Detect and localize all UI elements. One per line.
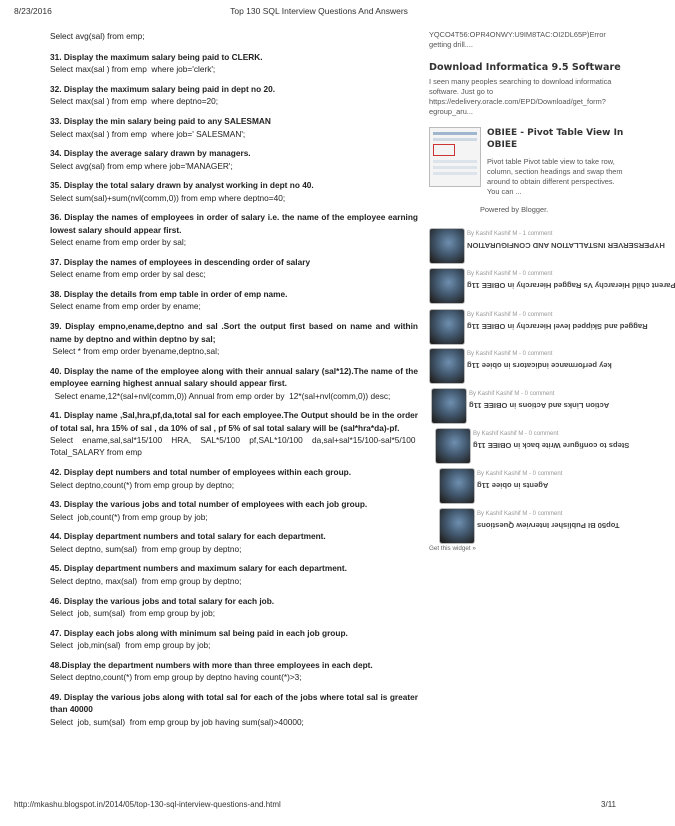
- related-post-title[interactable]: Action Links and Actions in OBIEE 11g: [469, 401, 610, 410]
- question-item: [50, 365, 418, 402]
- answer-query: Select avg(sal) from emp where job='MANAGER';: [50, 160, 233, 171]
- obiee-post-snippet: Pivot table Pivot table view to take row, column, section headings and swap them around to obtain different perspectives. You can ...: [487, 157, 623, 196]
- question-item: [50, 409, 418, 459]
- question-item: [50, 211, 418, 248]
- answer-query: Select ename from emp order by ename;: [50, 301, 201, 312]
- question-item: [50, 530, 418, 555]
- answer-query: Select ename from emp order by sal desc;: [50, 269, 206, 280]
- get-widget-link[interactable]: Get this widget »: [429, 545, 476, 552]
- related-post[interactable]: [429, 228, 665, 264]
- related-post-title[interactable]: Top50 BI Publisher Interview Questions: [477, 521, 620, 530]
- question-item: [50, 179, 418, 204]
- article-body: [50, 30, 418, 735]
- question-item: [50, 256, 418, 281]
- obiee-post-title[interactable]: OBIEE - Pivot Table View In OBIEE: [487, 128, 624, 150]
- answer-query: Select deptno,count(*) from emp group by deptno having count(*)>3;: [50, 672, 302, 683]
- author-avatar: [429, 268, 465, 304]
- question-heading: 34. Display the average salary drawn by managers.: [50, 148, 251, 159]
- related-post[interactable]: [429, 309, 648, 345]
- related-post[interactable]: [429, 268, 675, 304]
- answer-query: Select max(sal ) from emp where deptno=20;: [50, 96, 219, 107]
- answer-query: Select sum(sal)+sum(nvl(comm,0)) from emp where deptno=40;: [50, 192, 286, 203]
- author-avatar: [429, 348, 465, 384]
- answer-query: Select job, sum(sal) from emp group by job;: [50, 607, 216, 618]
- related-post-title[interactable]: Parent child Hierarchy Vs Ragged Hierarchy in OBIEE 11g: [467, 281, 675, 290]
- related-post[interactable]: [431, 388, 631, 424]
- answer-query: Select job,count(*) from emp group by job;: [50, 511, 208, 522]
- related-post-meta: By Kashif Kashif M - 0 comment: [467, 312, 553, 318]
- question-heading: 36. Display the names of employees in order of salary i.e. the name of the employee earning lowest salary should appear first.: [50, 212, 418, 235]
- related-post[interactable]: [429, 348, 629, 384]
- related-post-meta: By Kashif Kashif M - 0 comment: [467, 351, 553, 357]
- answer-query: Select * from emp order byename,deptno,sal;: [50, 346, 220, 356]
- author-avatar: [429, 228, 465, 264]
- question-item: [50, 498, 418, 523]
- question-list: [50, 51, 418, 728]
- author-avatar: [431, 388, 467, 424]
- question-heading: 42. Display dept numbers and total number of employees within each group.: [50, 467, 352, 478]
- author-avatar: [439, 468, 475, 504]
- question-item: [50, 466, 418, 491]
- related-post-meta: By Kashif Kashif M - 0 comment: [469, 391, 555, 397]
- related-post-title[interactable]: Ragged and Skipped level Hierarchy in OBIEE 11g: [467, 322, 648, 331]
- question-heading: 39. Display empno,ename,deptno and sal .Sort the output first based on name and within name by deptno and within deptno by sal;: [50, 321, 418, 344]
- question-heading: 43. Display the various jobs and total number of employees with each job group.: [50, 499, 368, 510]
- question-heading: 40. Display the name of the employee along with their annual salary (sal*12).The name of the employee earning highest annual salary should appear first.: [50, 365, 418, 389]
- question-heading: 45. Display department numbers and maximum salary for each department.: [50, 563, 347, 574]
- answer-query: Select ename,sal,sal*15/100 HRA, SAL*5/100 pf,SAL*10/100 da,sal+sal*15/100-sal*5/100 Total_SALARY from emp: [50, 435, 416, 458]
- author-avatar: [439, 508, 475, 544]
- related-post-title[interactable]: Steps to configure Write back in OBIEE 11g: [473, 441, 630, 450]
- related-post[interactable]: [439, 508, 639, 544]
- answer-query: Select deptno,count(*) from emp group by deptno;: [50, 479, 235, 490]
- download-post-title[interactable]: Download Informatica 9.5 Software: [429, 62, 621, 73]
- question-heading: 33. Display the min salary being paid to any SALESMAN: [50, 116, 271, 127]
- answer-query: Select job,min(sal) from emp group by job;: [50, 640, 211, 651]
- question-item: [50, 691, 418, 728]
- question-item: [50, 147, 418, 172]
- question-item: [50, 115, 418, 140]
- related-post[interactable]: [439, 468, 639, 504]
- obiee-thumbnail[interactable]: [429, 127, 481, 187]
- question-item: [50, 288, 418, 313]
- question-item: [50, 562, 418, 587]
- question-item: [50, 51, 418, 76]
- page-number: 3/11: [601, 800, 616, 809]
- related-post-meta: By Kashif Kashif M - 0 comment: [477, 511, 563, 517]
- question-item: [50, 595, 418, 620]
- author-avatar: [429, 309, 465, 345]
- related-post-meta: By Kashif Kashif M - 1 comment: [467, 231, 553, 237]
- question-item: [50, 83, 418, 108]
- answer-query: Select max(sal ) from emp where job=' SALESMAN';: [50, 128, 246, 139]
- related-post-meta: By Kashif Kashif M - 0 comment: [477, 471, 563, 477]
- related-post-meta: By Kashif Kashif M - 0 comment: [473, 431, 559, 437]
- answer-query: Select ename,12*(sal+nvl(comm,0)) Annual from emp order by 12*(sal+nvl(comm,0)) desc;: [50, 390, 391, 401]
- question-item: [50, 320, 418, 357]
- obiee-post: [429, 127, 629, 209]
- question-heading: 32. Display the maximum salary being paid in dept no 20.: [50, 84, 276, 95]
- page-url: http://mkashu.blogspot.in/2014/05/top-130-sql-interview-questions-and.html: [14, 800, 281, 809]
- answer-query: Select job, sum(sal) from emp group by job having sum(sal)>40000;: [50, 716, 304, 727]
- print-date: 8/23/2016: [14, 6, 52, 16]
- question-heading: 49. Display the various jobs along with total sal for each of the jobs where total sal is greater than 40000: [50, 691, 418, 715]
- related-post-meta: By Kashif Kashif M - 0 comment: [467, 271, 553, 277]
- question-heading: 48.Display the department numbers with more than three employees in each dept.: [50, 659, 373, 670]
- question-heading: 31. Display the maximum salary being paid to CLERK.: [50, 51, 263, 62]
- question-heading: 47. Display each jobs along with minimum sal being paid in each job group.: [50, 627, 348, 638]
- answer-query: Select max(sal ) from emp where job='clerk';: [50, 64, 216, 75]
- answer-query: Select ename from emp order by sal;: [50, 237, 187, 248]
- sidebar: [429, 30, 629, 209]
- sidebar-fragment: YQCO4T56:OPR4ONWY:U9IM8TAC:OI2DL65P)Error getting drill....: [429, 30, 606, 49]
- question-heading: 46. Display the various jobs and total salary for each job.: [50, 595, 275, 606]
- question-item: [50, 659, 418, 684]
- download-post-snippet: I seen many peoples searching to download informatica software. Just go to https://edelivery.oracle.com/EPD/Download/get_form?egroup_aru...: [429, 77, 612, 116]
- question-item: [50, 627, 418, 652]
- related-post[interactable]: [435, 428, 635, 464]
- question-heading: 41. Display name ,Sal,hra,pf,da,total sal for each employee.The Output should be in the order of total sal, hra 15% of sal , da 10% of sal , pf 5% of sal total salary will be (sal*hra*da)-pf.: [50, 410, 418, 433]
- question-heading: 35. Display the total salary drawn by analyst working in dept no 40.: [50, 180, 314, 191]
- answer-query: Select deptno, sum(sal) from emp group by deptno;: [50, 543, 242, 554]
- question-heading: 44. Display department numbers and total salary for each department.: [50, 531, 326, 542]
- question-heading: 37. Display the names of employees in descending order of salary: [50, 256, 311, 267]
- related-post-title[interactable]: Agents in obiee 11g: [477, 481, 549, 490]
- related-post-title[interactable]: key performance indicators in obiee 11g: [467, 361, 612, 370]
- question-heading: 38. Display the details from emp table in order of emp name.: [50, 289, 288, 300]
- author-avatar: [435, 428, 471, 464]
- answer-query: Select deptno, max(sal) from emp group by deptno;: [50, 575, 242, 586]
- page-title: Top 130 SQL Interview Questions And Answers: [230, 6, 408, 16]
- answer-line: Select avg(sal) from emp;: [50, 31, 145, 41]
- related-post-title[interactable]: HYPERSERVER INSTALLATION AND CONFIGURATION: [467, 241, 665, 250]
- powered-by[interactable]: Powered by Blogger.: [480, 205, 549, 214]
